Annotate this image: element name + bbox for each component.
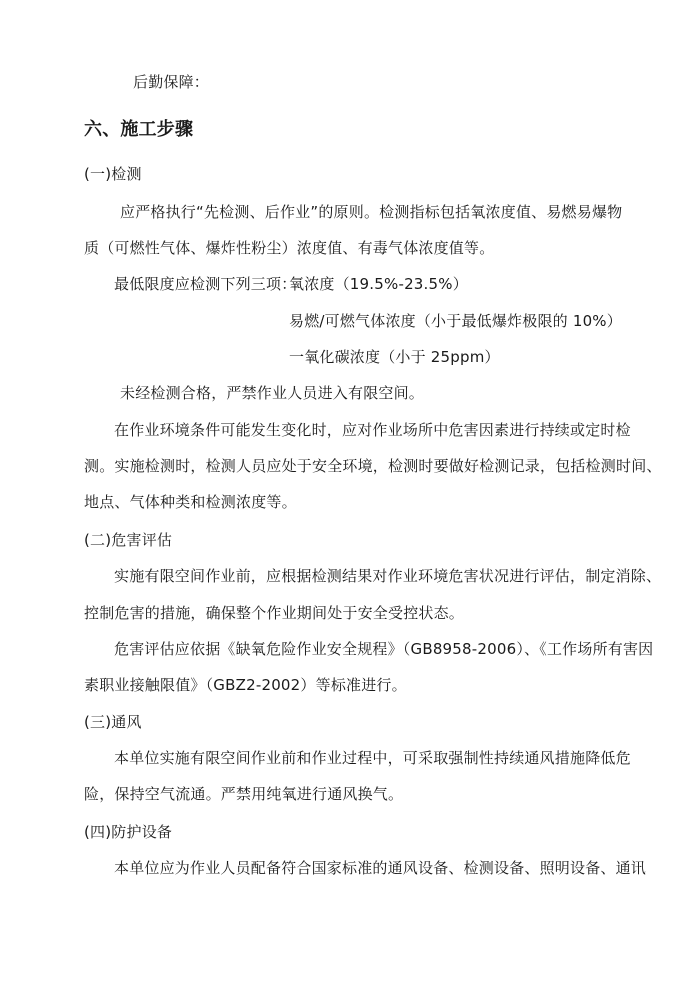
heading-ventilation: (三)通风 <box>84 713 142 731</box>
paragraph-line: 地点、气体种类和检测浓度等。 <box>84 493 297 511</box>
paragraph-line: 本单位应为作业人员配备符合国家标准的通风设备、检测设备、照明设备、通讯 <box>114 859 647 877</box>
logistics-label: 后勤保障： <box>133 73 210 91</box>
paragraph-line: 质（可燃性气体、爆炸性粉尘）浓度值、有毒气体浓度值等。 <box>84 239 495 257</box>
paragraph-line: 危害评估应依据《缺氧危险作业安全规程》（GB8958-2006）、《工作场所有害因 <box>114 640 654 658</box>
paragraph-line: 未经检测合格，严禁作业人员进入有限空间。 <box>120 384 425 402</box>
paragraph-line: 在作业环境条件可能发生变化时，应对作业场所中危害因素进行持续或定时检 <box>114 421 631 439</box>
paragraph-line: 实施有限空间作业前，应根据检测结果对作业环境危害状况进行评估，制定消除、 <box>114 567 662 585</box>
heading-protective-equipment: (四)防护设备 <box>84 823 173 841</box>
section-title: 六、施工步骤 <box>84 119 194 140</box>
paragraph-line: 本单位实施有限空间作业前和作业过程中，可采取强制性持续通风措施降低危 <box>114 749 631 767</box>
min-items-prefix: 最低限度应检测下列三项： <box>114 275 297 293</box>
detection-item-oxygen: 氧浓度（19.5%-23.5%） <box>289 275 468 293</box>
paragraph-line: 素职业接触限值》（GBZ2-2002）等标准进行。 <box>84 676 407 694</box>
heading-detection: (一)检测 <box>84 165 142 183</box>
detection-item-flammable: 易燃/可燃气体浓度（小于最低爆炸极限的 10%） <box>289 312 622 330</box>
paragraph-line: 险，保持空气流通。严禁用纯氧进行通风换气。 <box>84 785 404 803</box>
heading-hazard-assessment: (二)危害评估 <box>84 531 173 549</box>
paragraph-line: 应严格执行“先检测、后作业”的原则。检测指标包括氧浓度值、易燃易爆物 <box>120 203 623 221</box>
detection-item-co: 一氧化碳浓度（小于 25ppm） <box>289 348 500 366</box>
paragraph-line: 测。实施检测时，检测人员应处于安全环境，检测时要做好检测记录，包括检测时间、 <box>84 457 662 475</box>
paragraph-line: 控制危害的措施，确保整个作业期间处于安全受控状态。 <box>84 604 465 622</box>
